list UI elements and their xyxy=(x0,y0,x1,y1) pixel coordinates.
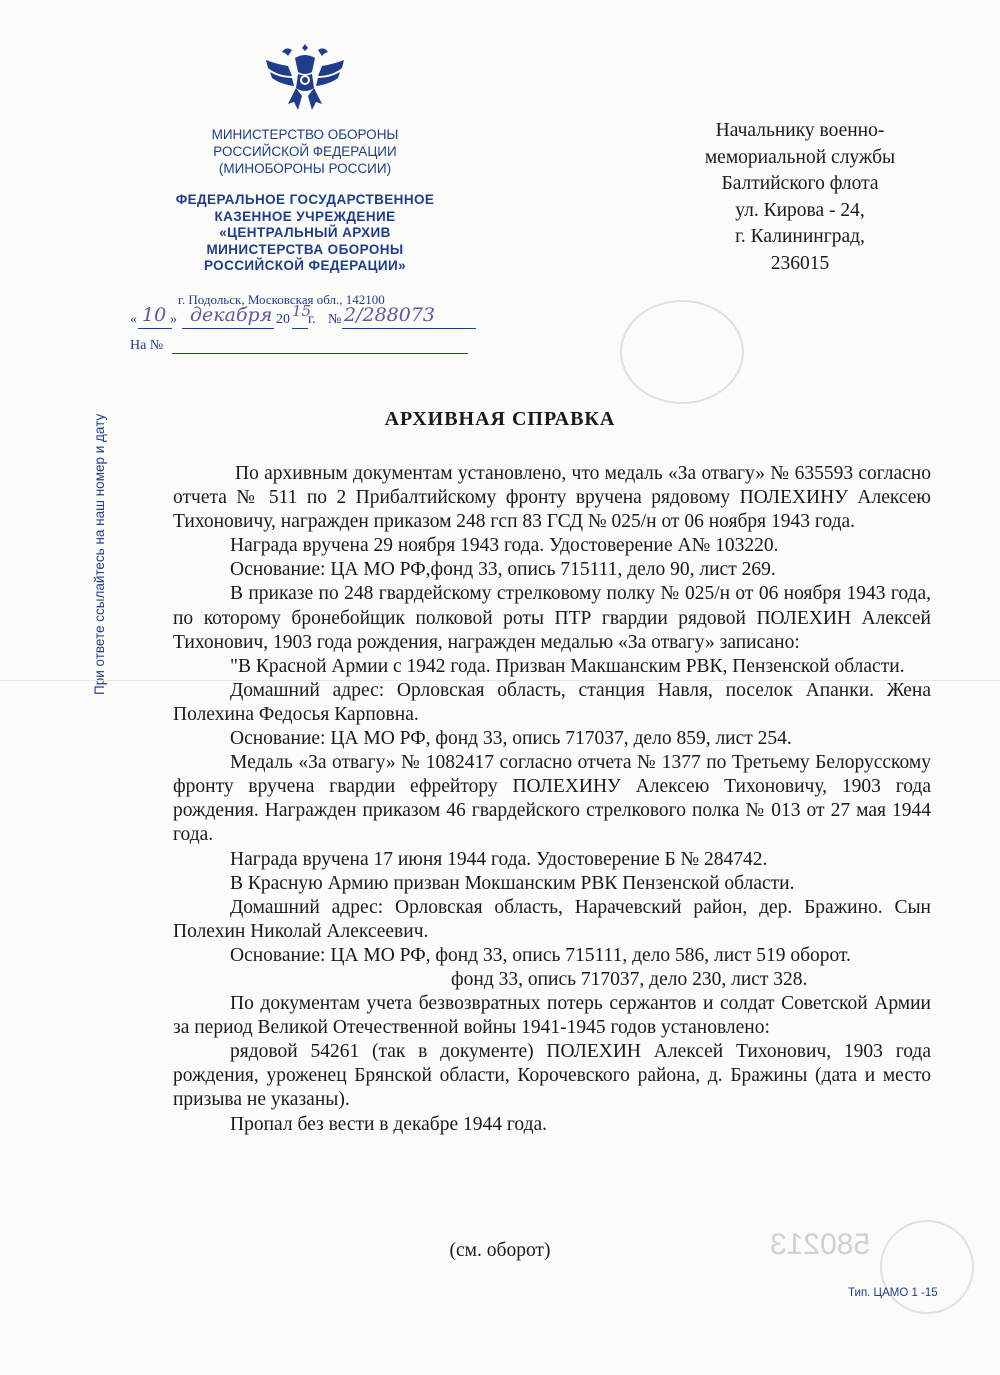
body-paragraph: Награда вручена 29 ноября 1943 года. Удостоверение А№ 103220. xyxy=(230,535,779,557)
ministry-line: МИНИСТЕРСТВО ОБОРОНЫ xyxy=(211,127,399,142)
ministry-line: РОССИЙСКОЙ ФЕДЕРАЦИИ xyxy=(213,144,397,159)
body-paragraph: фонд 33, опись 717037, дело 230, лист 328. xyxy=(451,968,808,990)
underline xyxy=(342,328,476,329)
body-paragraph: В приказе по 248 гвардейскому стрелковому полку № 025/н от 06 ноября 1943 года, по которому бронебойщик полковой роты ПТР гвардии рядовой ПОЛЕХИН Алексей Тихонович, 1903 года рождения, награжден медалью «За отвагу» записано: xyxy=(173,583,931,653)
reply-reference-label: На № xyxy=(130,338,164,353)
body-paragraph: По документам учета безвозвратных потерь сержантов и солдат Советской Армии за период Великой Отечественной войны 1941-1945 годов установлено: xyxy=(173,993,931,1039)
outgoing-date-number xyxy=(130,304,480,334)
archive-line: КАЗЕННОЕ УЧРЕЖДЕНИЕ xyxy=(214,208,396,224)
reply-reference-underline xyxy=(172,353,468,354)
reply-reference xyxy=(130,338,163,354)
body-paragraph: Медаль «За отвагу» № 1082417 согласно отчета № 1377 по Третьему Белорусскому фронту вручена гвардии ефрейтору ПОЛЕХИНУ Алексею Тихоновичу, 1903 года рождения. Награжден приказом 46 гвардейского стрелкового полка № 013 от 27 мая 1944 года. xyxy=(173,752,931,846)
body-paragraph: "В Красной Армии с 1942 года. Призван Макшанским РВК, Пензенской области. xyxy=(230,655,905,677)
underline xyxy=(182,328,274,329)
body-paragraph: По архивным документам установлено, что медаль «За отвагу» № 635593 согласно отчета № 511 по 2 Прибалтийскому фронту вручена рядовому ПОЛЕХИНУ Алексею Тихоновичу, награжден приказом 248 гсп 83 ГСД № 025/н от 06 ноября 1943 года. xyxy=(173,463,931,533)
body-paragraph: Домашний адрес: Орловская область, станция Навля, поселок Апанки. Жена Полехина Федосья Карповна. xyxy=(173,679,931,725)
archive-address: г. Подольск, Московская обл., 142100 xyxy=(178,292,385,307)
archive-line: «ЦЕНТРАЛЬНЫЙ АРХИВ xyxy=(219,225,391,240)
recipient-line: 236015 xyxy=(770,252,830,274)
date-month: декабря xyxy=(190,304,273,326)
ministry-line: (МИНОБОРОНЫ РОССИИ) xyxy=(218,161,392,176)
body-paragraph: рядовой 54261 (так в документе) ПОЛЕХИН Алексей Тихонович, 1903 года рождения, уроженец Брянской области, Корочевского района, д. Бражины (дата и место призыва не указаны). xyxy=(173,1041,931,1111)
body-paragraph: Награда вручена 17 июня 1944 года. Удостоверение Б № 284742. xyxy=(230,848,768,870)
outgoing-number: 2/288073 xyxy=(344,304,436,326)
underline xyxy=(138,328,172,329)
recipient-line: Балтийского флота xyxy=(721,173,879,195)
date-year-suffix: 15 xyxy=(292,302,312,320)
archive-name-block xyxy=(130,192,480,275)
see-reverse-note: (см. оборот) xyxy=(449,1240,551,1261)
date-year-prefix: 20 xyxy=(276,312,290,327)
bleed-through-number: 580213 xyxy=(770,1228,871,1261)
eagle-emblem-icon xyxy=(262,40,348,116)
archive-line: МИНИСТЕРСТВА ОБОРОНЫ xyxy=(206,241,404,257)
body-paragraph: Основание: ЦА МО РФ, фонд 33, опись 715111, дело 586, лист 519 оборот. xyxy=(230,944,851,966)
bleed-stamp xyxy=(620,300,744,404)
body-paragraph: Домашний адрес: Орловская область, Нарачевский район, дер. Бражино. Сын Полехин Николай Алексеевич. xyxy=(173,896,931,942)
date-day: 10 xyxy=(142,304,167,326)
date-year-label: г. xyxy=(308,312,316,327)
archive-line: РОССИЙСКОЙ ФЕДЕРАЦИИ» xyxy=(203,258,407,273)
body-paragraph: Основание: ЦА МО РФ,фонд 33, опись 715111, дело 90, лист 269. xyxy=(230,559,776,581)
document-body xyxy=(173,462,931,1137)
date-close-quote: » xyxy=(170,312,177,327)
side-note-vertical: При ответе ссылайтесь на наш номер и дату xyxy=(92,413,107,695)
print-mark: Тип. ЦАМО 1 -15 xyxy=(848,1287,938,1299)
date-open-quote: « xyxy=(130,312,137,327)
bleed-stamp xyxy=(880,1220,974,1314)
recipient-line: г. Калининград, xyxy=(735,226,865,248)
recipient-line: ул. Кирова - 24, xyxy=(735,199,865,221)
recipient-line: мемориальной службы xyxy=(704,146,896,168)
archive-line: ФЕДЕРАЛЬНОЕ ГОСУДАРСТВЕННОЕ xyxy=(175,192,435,207)
document-title: АРХИВНАЯ СПРАВКА xyxy=(384,408,616,430)
body-paragraph: Основание: ЦА МО РФ, фонд 33, опись 717037, дело 859, лист 254. xyxy=(230,728,792,750)
ministry-name-block xyxy=(130,126,480,177)
body-paragraph: В Красную Армию призван Мокшанским РВК Пензенской области. xyxy=(230,872,795,894)
recipient-line: Начальнику военно- xyxy=(715,120,885,141)
outgoing-number-label: № xyxy=(328,312,342,327)
body-paragraph: Пропал без вести в декабре 1944 года. xyxy=(230,1113,548,1135)
recipient-block xyxy=(670,118,930,278)
underline xyxy=(292,328,308,329)
